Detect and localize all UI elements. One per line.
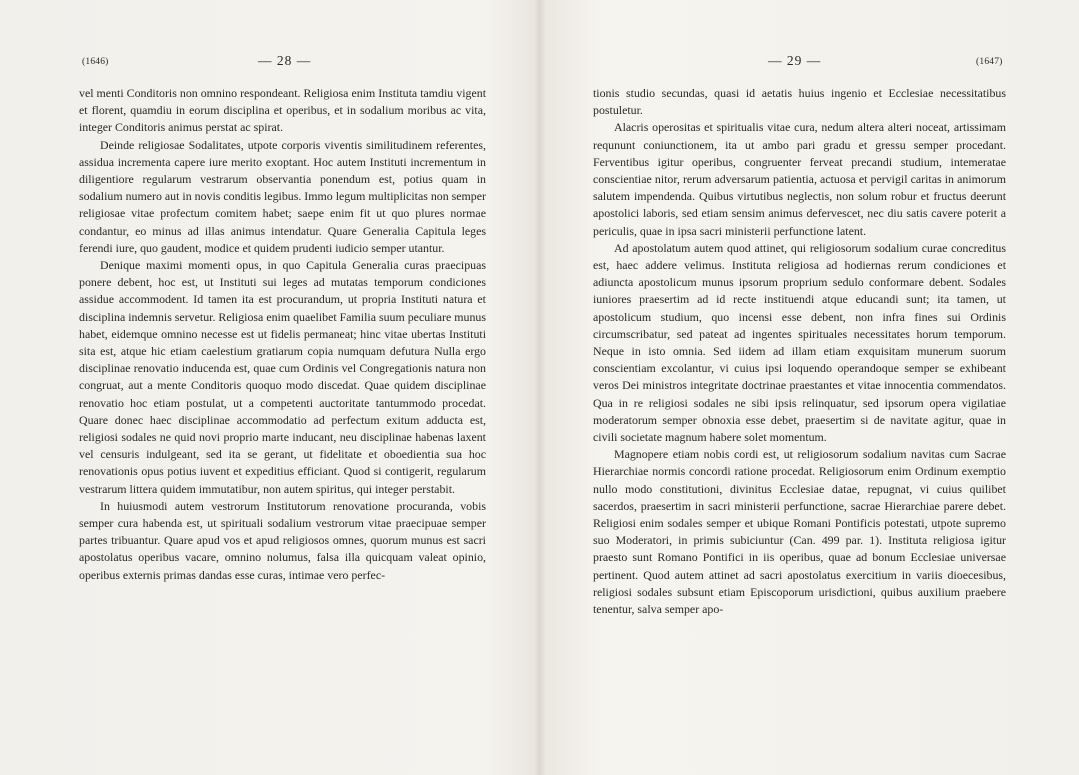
right-page-code: (1647) [976, 57, 1003, 67]
right-page-header [540, 53, 1079, 73]
left-page-text [79, 85, 486, 584]
paragraph: Deinde religiosae Sodalitates, utpote corporis viventis similitudinem referentes, assidua incrementa capere iure merito exoptant. Hoc autem Instituti incrementum in diligentiore regularum vestrarum observantia ponendum est, potius quam in sodalium numero aut in novis conditis legibus. Immo legum multiplicitas non semper religiosae vitae profectum comitem habet; saepe enim fit ut quo plures normae condantur, eo minus ad illas animus intendatur. Quare Generalia Capitula leges ferendi iure, quo gaudent, modice et quidem prudenti iudicio semper utantur. [79, 137, 486, 255]
paragraph: Denique maximi momenti opus, in quo Capitula Generalia curas praecipuas ponere debent, hoc est, ut Instituti sui leges ad mutatas temporum condiciones assidue accommodent. Id tamen ita est procurandum, ut propria Instituti natura et disciplina indemnis servetur. Religiosa enim quaelibet Familia suum peculiare munus habet, eidemque omnino necesse est ut fidelis permaneat; hinc vitae ubertas Instituti sita est, atque hic etiam caelestium gratiarum copia numquam defutura Nulla ergo disciplinae renovatio inducenda est, quae cum Ordinis vel Congregationis natura non congruat, aut a mente Conditoris quoquo modo discedat. Quae quidem disciplinae renovatio hoc etiam postulat, ut a competenti auctoritate tantummodo procedat. Quare donec haec disciplinae accommodatio ad perfectum exitum adducta est, religiosi sodales ne quid novi proprio marte inducant, neu disciplinae habenas laxent vel censuris indulgeant, sed ita se gerant, ut fidelitate et oboedientia sua hoc renovationis opus potius iuvent et expeditius efficiant. Quod si contigerit, regularum vestrarum littera quidem immutatibur, non autem spiritus, qui integer perstabit. [79, 258, 486, 496]
paragraph: Magnopere etiam nobis cordi est, ut religiosorum sodalium navitas cum Sacrae Hierarchiae normis concordi ratione procedat. Religiosorum enim Ordinum exemptio nullo modo constitutioni, divinitus Ecclesiae datae, repugnat, vi cuius quilibet sacerdos, praesertim in sacri ministerii perfunctione, sacrae Hierarchiae parere debet. Religiosi enim sodales semper et ubique Romani Pontificis potestati, utpote supremo suo Moderatori, in primis subiciuntur (Can. 499 par. 1). Instituta religiosa igitur praesto sunt Romano Pontifici in iis operibus, quae ad bonum Ecclesiae universae pertinent. Quod autem attinet ad sacri apostolatus exercitium in variis dioecesibus, religiosi sodales subsunt etiam Episcoporum urisdictioni, quibus auxilium praebere tenentur, salva semper apo- [593, 447, 1006, 617]
right-page-text [593, 85, 1006, 618]
paragraph: Ad apostolatum autem quod attinet, qui religiosorum sodalium curae concreditus est, haec addere velimus. Instituta religiosa ad hodiernas rerum condiciones et adiuncta apostolicum munus ipsorum proprium sedulo conformare debent. Sodales iuniores praesertim ad id recte instituendi atque educandi sunt; ita tamen, ut apostolicum studium, quo incensi esse debent, non infra fines sui Ordinis circumscribatur, sed pateat ad ingentes spirituales necessitates horum temporum. Neque in isto omnia. Sed iidem ad illam etiam exquisitam munerum suorum conscientiam excolantur, vi cuius ipsi loquendo operandoque semper se exhibeant veros Dei ministros integritate doctrinae praestantes et vitae innocentia commendatos. Qua in re religiosi sodales ne sibi ipsis relinquatur, sed ipsorum opera vigilatiae moderatorum semper obnoxia esse debet, praesertim si de navitate agitur, quae in civili societate magnum habere solet momentum. [593, 240, 1006, 445]
right-page-number: — 29 — [768, 53, 822, 68]
left-page-code: (1646) [82, 57, 109, 67]
paragraph: Alacris operositas et spiritualis vitae cura, nedum altera alteri noceat, artissimam reqununt coniunctionem, ita ut ambo pari gradu et gressu semper procedant. Ferventibus igitur operibus, congruenter ferveat precandi studium, intemeratae conscientiae nitor, rerum adversarum patientia, actuosa et pervigil caritas in animorum salutem impendenda. Quibus virtutibus neglectis, non solum robur et fructus deerunt apostolici laboris, sed etiam sensim animus defervescet, nec diu satis cavere poterit a periculis, quae in ipsa sacri ministerii perfunctione latent. [593, 120, 1006, 238]
left-page-number: — 28 — [258, 53, 312, 68]
paragraph: tionis studio secundas, quasi id aetatis huius ingenio et Ecclesiae necessitatibus postuletur. [593, 86, 1006, 118]
left-page-header [0, 53, 538, 73]
paragraph: vel menti Conditoris non omnino respondeant. Religiosa enim Instituta tamdiu vigent et florent, quamdiu in eorum disciplina et operibus, et in sodalium moribus ac vita, integer Conditoris animus perstat ac spirat. [79, 86, 486, 135]
right-page [540, 0, 1079, 775]
left-page [0, 0, 538, 775]
paragraph: In huiusmodi autem vestrorum Institutorum renovatione procuranda, vobis semper cura habenda est, ut spirituali sodalium vestrorum vitae praecipuae semper partes tribuantur. Quare apud vos et apud religiosos omnes, quorum munus est sacri apostolatus operibus vacare, omnino nolumus, falsa illa quicquam valeat opinio, operibus externis primas dandas esse curas, intimae vero perfec- [79, 498, 486, 582]
